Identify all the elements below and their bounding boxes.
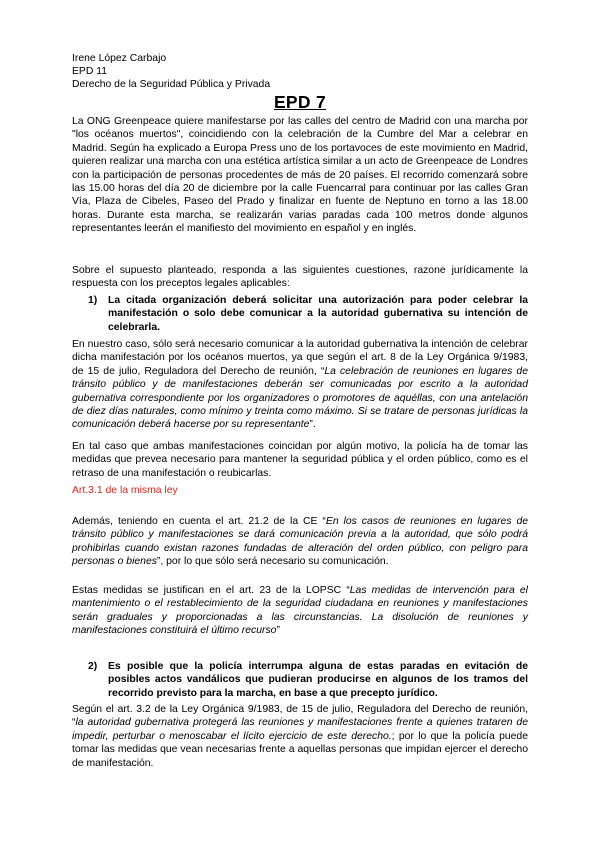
question-1-text: La citada organización deberá solicitar una autorización para poder celebrar la manifestación o solo debe comunicar a la autoridad gubernativa su intención de celebrarla. — [108, 295, 528, 333]
question-2-text: Es posible que la policía interrumpa alguna de estas paradas en evitación de posibles actos vandálicos que pudieran producirse en algunos de los tramos del recorrido previsto para la marcha, en base a que precepto jurídico. — [108, 661, 528, 699]
answer-2-end: ; por lo que la policía puede tomar las medidas que vean necesarias frente a aquellas personas que impidan ejercer el derecho de manifestación. — [72, 730, 528, 769]
answer-1-p3-end: ”, por lo que sólo será necesario su comunicación. — [156, 556, 389, 568]
question-1 — [88, 294, 528, 334]
case-statement: La ONG Greenpeace quiere manifestarse por las calles del centro de Madrid con una marcha por "los océanos muertos", coincidiendo con la celebración de la Cumbre del Mar a celebrar en Madrid. Según ha explicado a Europa Press uno de los portavoces de este movimiento en Madrid, quieren realizar una marcha con una estética artística similar a un acto de Greenpeace de Londres con la participación de personas procedentes de más de 20 países. El recorrido comenzará sobre las 15.00 horas del día 20 de diciembre por la calle Fuencarral para continuar por las calles Gran Vía, Plaza de Cibeles, Paseo del Prado y finalizar en fuente de Neptuno en torno a las 18.00 horas. Durante esta marcha, se realizarán varias paradas cada 100 metros donde algunos representantes leerán el manifiesto del movimiento en español y en inglés. — [72, 116, 528, 235]
answer-1-paragraph-3 — [72, 515, 528, 569]
question-1-number: 1) — [88, 295, 98, 306]
page-title: EPD 7 — [273, 92, 327, 112]
question-2-number: 2) — [88, 661, 98, 672]
author-name: Irene López Carbajo — [72, 53, 167, 64]
answer-2-quote: la autoridad gubernativa protegerá las reuniones y manifestaciones frente a quienes trataren de impedir, perturbar o menoscabar el lícito ejercicio de este derecho. — [72, 717, 528, 742]
question-2 — [88, 660, 528, 700]
article-reference: Art.3.1 de la misma ley — [72, 485, 178, 496]
answer-1-p4-quote: Las medidas de intervención para el mantenimiento o el restablecimiento de la seguridad ciudadana en reuniones y manifestaciones serán graduales y proporcionadas a las circunstancias. La disolución de reuniones y manifestaciones constituirá el último recurso — [72, 585, 528, 637]
answer-2 — [72, 703, 528, 770]
answer-1-p3-quote: En los casos de reuniones en lugares de tránsito público y manifestaciones se dará comunicación previa a la autoridad, que sólo podrá prohibirlas cuando existan razones fundadas de alteración del orden público, con peligro para personas o bienes — [72, 516, 529, 568]
answer-1-p1-start: En nuestro caso, sólo será necesario comunicar a la autoridad gubernativa la intención de celebrar dicha manifestación por los océanos muertos, ya que según el art. 8 de la Ley Orgánica 9/1983, de 15 de julio, Reguladora del Derecho de reunión, “ — [72, 339, 528, 377]
answer-1-p4-end: ” — [276, 625, 280, 637]
answer-2-start: Según el art. 3.2 de la Ley Orgánica 9/1983, de 15 de julio, Reguladora del Derecho de reunión, “ — [72, 704, 528, 729]
answer-1-p4-start: Estas medidas se justifican en el art. 23 de la LOPSC “ — [72, 585, 350, 596]
answer-1-paragraph-4 — [72, 584, 528, 638]
course-code: EPD 11 — [72, 66, 108, 77]
answer-1-paragraph-2: En tal caso que ambas manifestaciones coincidan por algún motivo, la policía ha de tomar las medidas que prevea necesario para mantener la seguridad pública y el orden público, como es el retraso de una manifestación o reubicarlas. — [72, 441, 528, 479]
instructions: Sobre el supuesto planteado, responda a las siguientes cuestiones, razone jurídicamente la respuesta con los preceptos legales aplicables: — [72, 265, 528, 290]
subject-name: Derecho de la Seguridad Pública y Privada — [72, 79, 271, 90]
answer-1-p1-end: ”. — [309, 419, 316, 431]
answer-1-paragraph-1 — [72, 338, 528, 432]
answer-1-p3-start: Además, teniendo en cuenta el art. 21.2 de la CE “ — [72, 516, 326, 527]
answer-1-p1-quote: La celebración de reuniones en lugares de tránsito público y de manifestaciones deberán ser comunicadas por escrito a la autoridad gubernativa correspondiente por los organizadores o promotores de aquéllas, con una antelación de diez días naturales, como mínimo y treinta como máximo. Si se tratare de personas jurídicas la comunicación deberá hacerse por su representante — [72, 365, 528, 431]
